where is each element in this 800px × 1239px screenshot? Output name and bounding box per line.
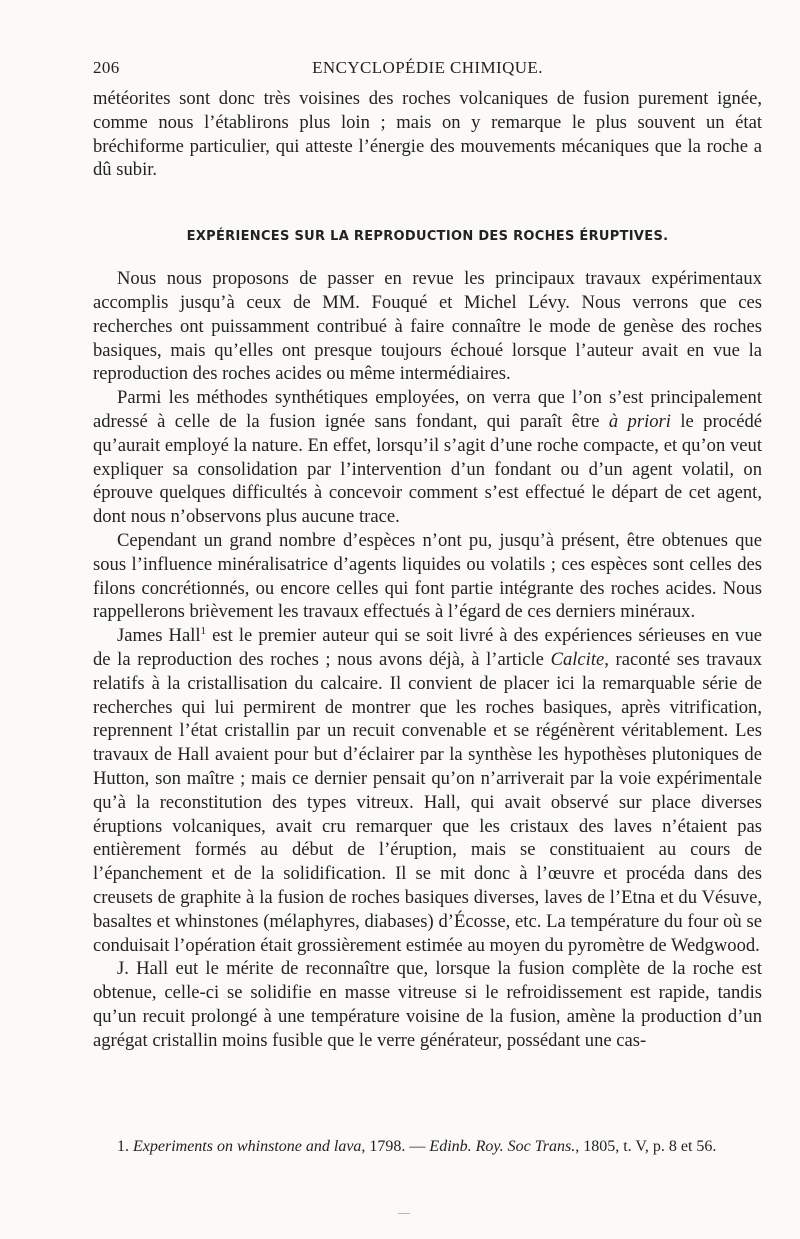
paragraph-hall-text: James Hall [117,625,201,647]
footnote-marker: 1. [117,1138,129,1155]
section-heading: EXPÉRIENCES SUR LA REPRODUCTION DES ROCHES ÉRUPTIVES. [186,229,669,245]
footnote-details: , 1805, t. V, p. 8 et 56. [575,1138,717,1155]
section-heading-wrapper [93,182,762,267]
italic-calcite: Calcite [550,648,605,670]
paragraph-methods-text-end: le procédé qu’aurait employé la nature. En effet, lorsqu’il s’agit d’une roche compacte, et qu’on veut expliquer sa consolidation par l’intervention d’un fondant ou d’un agent volatil, on éprouve quelques difficultés à concevoir comment s’est effectué le départ de cet agent, dont nous n’observons plus aucune trace. [93,410,763,528]
italic-a-priori: à priori [608,410,671,432]
footnote-journal: Edinb. Roy. Soc Trans. [429,1138,576,1155]
footer-mark: — [398,1205,410,1219]
journal-title: ENCYCLOPÉDIE CHIMIQUE. [312,58,543,77]
paragraph-methods [93,386,762,529]
paragraph-continued: météorites sont donc très voisines des roches volcaniques de fusion purement ignée, comme nous l’établirons plus loin ; mais on y remarque le plus souvent un état bréchiforme particulier, qui atteste l’énergie des mouvements mécaniques que la roche a dû subir. [93,88,762,181]
footnote-title: Experiments on whinstone and lava [133,1138,362,1155]
running-head [93,58,762,82]
paragraph-hall-text-end: , raconté ses travaux relatifs à la cristallisation du calcaire. Il convient de placer ici la remarquable série de recherches qui lui permirent de montrer que les roches basiques, après vitrification, reprennent l’état cristallin par un recuit convenable et se régénèrent véritablement. Les travaux de Hall avaient pour but d’éclairer par la synthèse les hypothèses plutoniques de Hutton, son maître ; mais ce dernier pensait qu’on n’arriverait par la voie expérimentale qu’à la reconstitution des types vitreux. Hall, qui avait observé sur place diverses éruptions volcaniques, avait cru remarquer que les cristaux des laves n’étaient pas entièrement formés au début de l’éruption, mais se constituaient au cours de l’épanchement et de la solidification. Il se mit donc à l’œuvre et procéda dans des creusets de graphite à la fusion de roches basiques diverses, laves de l’Etna et du Vésuve, basaltes et whinstones (mélaphyres, diabases) d’Écosse, etc. La température du four où se conduisait l’opération était grossièrement estimée au moyen du pyromètre de Wedgwood. [93,648,762,956]
paragraph-hall [93,624,762,957]
paragraph-intro: Nous nous proposons de passer en revue les principaux travaux expérimentaux accomplis jusqu’à ceux de MM. Fouqué et Michel Lévy. Nous verrons que ces recherches ont puissamment contribué à faire connaître le mode de genèse des roches basiques, mais qu’elles ont presque toujours échoué lorsque l’auteur avait en vue la reproduction des roches acides ou même intermédiaires. [93,268,762,385]
body-text [93,87,762,1052]
paragraph-hall-text-middle: est le premier auteur qui se soit livré à des expériences sérieuses en vue de la reproduction des roches ; nous avons déjà, à l’article [93,625,762,670]
paragraph-hall-result: J. Hall eut le mérite de reconnaître que, lorsque la fusion complète de la roche est obtenue, celle-ci se solidifie en masse vitreuse si le refroidissement est rapide, tandis qu’un recuit prolongé à une température voisine de la fusion, amène la production d’un agrégat cristallin moins fusible que le verre générateur, possédant une cas- [93,958,762,1051]
footnote-reference: 1 [200,624,207,637]
page-number: 206 [93,58,120,77]
paragraph-species: Cependant un grand nombre d’espèces n’ont pu, jusqu’à présent, être obtenues que sous l’influence minéralisatrice d’agents liquides ou volatils ; ces espèces sont celles des filons concrétionnés, ou encore celles qui font partie intégrante des roches acides. Nous rappellerons brièvement les travaux effectués à l’égard de ces derniers minéraux. [93,529,762,623]
footnote-text: , 1798. — [361,1138,430,1155]
footnote [93,1138,762,1156]
paragraph-methods-text: Parmi les méthodes synthétiques employées, on verra que l’on s’est principalement adressé à celle de la fusion ignée sans fondant, qui paraît être [93,387,762,432]
